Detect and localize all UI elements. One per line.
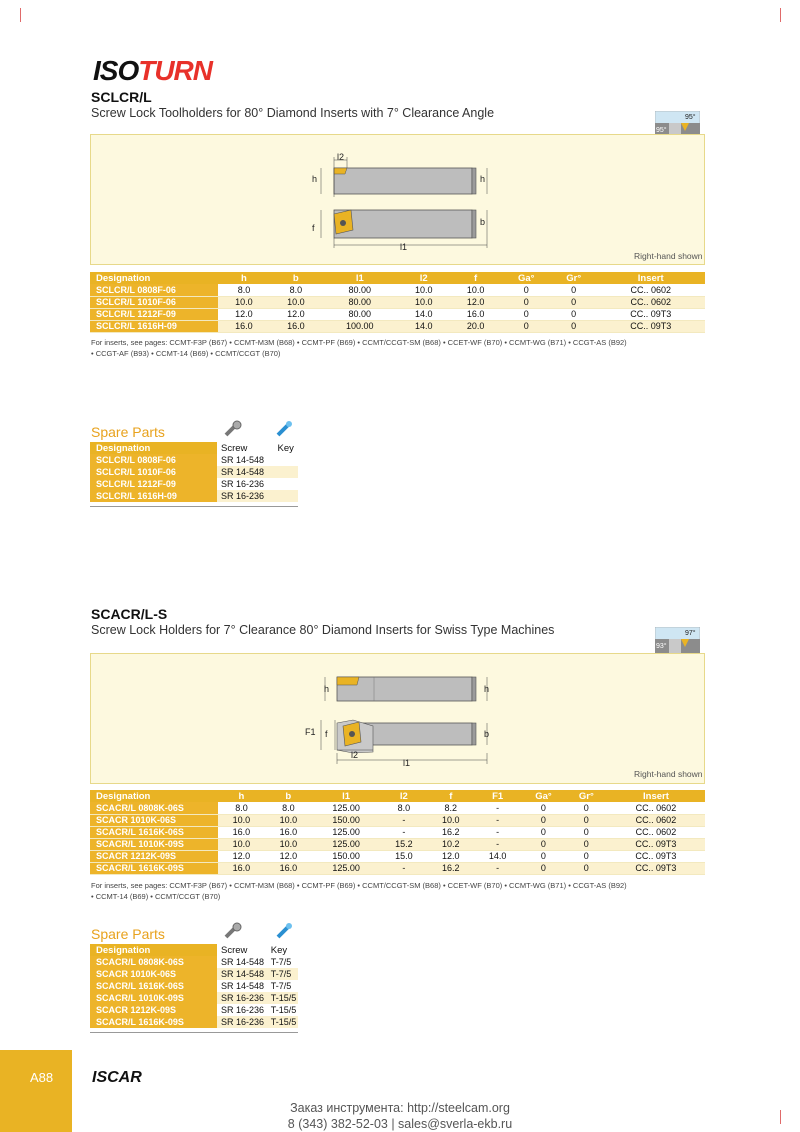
divider — [90, 1032, 298, 1033]
spare-parts-table: Designation Screw Key SCACR/L 0808K-06S SR 14-548 T-7/5 SCACR 1010K-06S SR 14-548 T-7/5 SCACR/L 1616K-06S SR 14-548 T-7/5 SCACR/L 1010K-09S SR 16-236 T-15/5 SCACR 1212K-09S SR 16-236 T-15/5 SCACR/L 1616K-09S SR 16-236 T-15/5 — [90, 944, 298, 1028]
table-row: SCACR/L 1616K-06S SR 14-548 T-7/5 — [90, 980, 298, 992]
brand-name: ISCAR — [92, 1069, 142, 1086]
order-line: Заказ инструмента: http://steelcam.org — [290, 1101, 510, 1115]
table-row: SCLCR/L 1212F-09 12.0 12.0 80.00 14.0 16.0 0 0 CC.. 09T3 — [90, 308, 705, 320]
screw-icon — [222, 922, 244, 940]
spec-table: Designation h b l1 l2 f Ga° Gr° Insert SCLCR/L 0808F-06 8.0 8.0 80.00 10.0 10.0 0 0 CC.. 0602 SCLCR/L 1010F-06 10.0 10.0 80.00 10.0 12.0 0 0 CC.. 0602 SCLCR/L 1212F-09 12.0 12.0 80.00 14.0 16.0 0 0 CC.. 09T3 SCLCR/L 1616H-09 16.0 16.0 100.00 14.0 20.0 0 0 CC.. 09T3 — [90, 272, 705, 333]
drawing-panel: l2 h h b f l1 Right-hand shown — [90, 134, 705, 265]
isoturn-logo: ISOTURN — [93, 55, 212, 86]
inserts-note: For inserts, see pages: CCMT-F3P (B67) • CCMT-M3M (B68) • CCMT-PF (B69) • CCMT/CCGT-SM (B68) • CCET-WF (B70) • CCMT-WG (B71) • CCGT-AS (B92) — [91, 338, 627, 347]
spec-table: Designation h b l1 l2 f F1 Ga° Gr° Insert SCACR/L 0808K-06S 8.0 8.0 125.00 8.0 8.2 - 0 0 CC.. 0602 SCACR 1010K-06S 10.0 10.0 150.00 - 10.0 - 0 0 CC.. 0602 SCACR/L 1616K-06S 16.0 16.0 125.00 - 16.2 - 0 0 CC.. 0602 SCACR/L 1010K-09S 10.0 10.0 125.00 15.2 10.2 - 0 0 CC.. 09T3 SCACR 1212K-09S 12.0 12.0 150.00 15.0 12.0 14.0 0 0 CC.. 09T3 SCACR/L 1616K-09S 16.0 16.0 125.00 - 16.2 - 0 0 CC.. 09T3 — [90, 790, 705, 875]
divider — [90, 506, 298, 507]
section1-title: SCLCR/L — [91, 89, 152, 105]
inserts-note: • CCGT-AF (B93) • CCMT-14 (B69) • CCMT/CCGT (B70) — [91, 349, 281, 358]
table-row: SCLCR/L 1616H-09 SR 16-236 — [90, 490, 298, 502]
table-row: SCLCR/L 1616H-09 16.0 16.0 100.00 14.0 20.0 0 0 CC.. 09T3 — [90, 320, 705, 332]
key-icon — [272, 922, 294, 940]
table-row: SCACR/L 1616K-09S SR 16-236 T-15/5 — [90, 1016, 298, 1028]
approach-angle-icon: 95° 95° — [655, 111, 700, 153]
section1-subtitle: Screw Lock Toolholders for 80° Diamond Inserts with 7° Clearance Angle — [91, 106, 495, 120]
inserts-note: • CCMT-14 (B69) • CCMT/CCGT (B70) — [91, 892, 221, 901]
table-row: SCACR/L 1010K-09S 10.0 10.0 125.00 15.2 10.2 - 0 0 CC.. 09T3 — [90, 838, 705, 850]
approach-angle-icon: 97° 93° — [655, 627, 700, 669]
spare-parts-title: Spare Parts — [91, 424, 165, 440]
table-row: SCACR/L 0808K-06S 8.0 8.0 125.00 8.0 8.2 - 0 0 CC.. 0602 — [90, 802, 705, 814]
table-row: SCACR 1212K-09S 12.0 12.0 150.00 15.0 12.0 14.0 0 0 CC.. 09T3 — [90, 850, 705, 862]
page-number: A88 — [30, 1070, 54, 1085]
table-row: SCLCR/L 1010F-06 SR 14-548 — [90, 466, 298, 478]
section2-subtitle: Screw Lock Holders for 7° Clearance 80° Diamond Inserts for Swiss Type Machines — [91, 623, 555, 637]
inserts-note: For inserts, see pages: CCMT-F3P (B67) • CCMT-M3M (B68) • CCMT-PF (B69) • CCMT/CCGT-SM (B68) • CCET-WF (B70) • CCMT-WG (B71) • CCGT-AS (B92) — [91, 881, 627, 890]
table-row: SCLCR/L 0808F-06 8.0 8.0 80.00 10.0 10.0 0 0 CC.. 0602 — [90, 284, 705, 296]
crop-mark — [780, 8, 781, 22]
table-row: SCACR 1212K-09S SR 16-236 T-15/5 — [90, 1004, 298, 1016]
contact-line: 8 (343) 382-52-03 | sales@sverla-ekb.ru — [287, 1117, 513, 1131]
table-row: SCACR 1010K-06S 10.0 10.0 150.00 - 10.0 - 0 0 CC.. 0602 — [90, 814, 705, 826]
table-row: SCACR/L 1616K-06S 16.0 16.0 125.00 - 16.2 - 0 0 CC.. 0602 — [90, 826, 705, 838]
table-row: SCLCR/L 0808F-06 SR 14-548 — [90, 454, 298, 466]
table-row: SCACR/L 0808K-06S SR 14-548 T-7/5 — [90, 956, 298, 968]
table-row: SCLCR/L 1212F-09 SR 16-236 — [90, 478, 298, 490]
key-icon — [272, 420, 294, 438]
table-row: SCACR/L 1010K-09S SR 16-236 T-15/5 — [90, 992, 298, 1004]
spare-parts-title: Spare Parts — [91, 926, 165, 942]
screw-icon — [222, 420, 244, 438]
drawing-panel: h h F1 f b l2 l1 Right-hand shown — [90, 653, 705, 784]
spare-parts-table: Designation Screw Key SCLCR/L 0808F-06 SR 14-548 SCLCR/L 1010F-06 SR 14-548 SCLCR/L 1212F-09 SR 16-236 SCLCR/L 1616H-09 SR 16-236 — [90, 442, 298, 502]
table-row: SCACR/L 1616K-09S 16.0 16.0 125.00 - 16.2 - 0 0 CC.. 09T3 — [90, 862, 705, 874]
table-row: SCLCR/L 1010F-06 10.0 10.0 80.00 10.0 12.0 0 0 CC.. 0602 — [90, 296, 705, 308]
section2-title: SCACR/L-S — [91, 606, 168, 622]
crop-mark — [20, 8, 21, 22]
table-row: SCACR 1010K-06S SR 14-548 T-7/5 — [90, 968, 298, 980]
